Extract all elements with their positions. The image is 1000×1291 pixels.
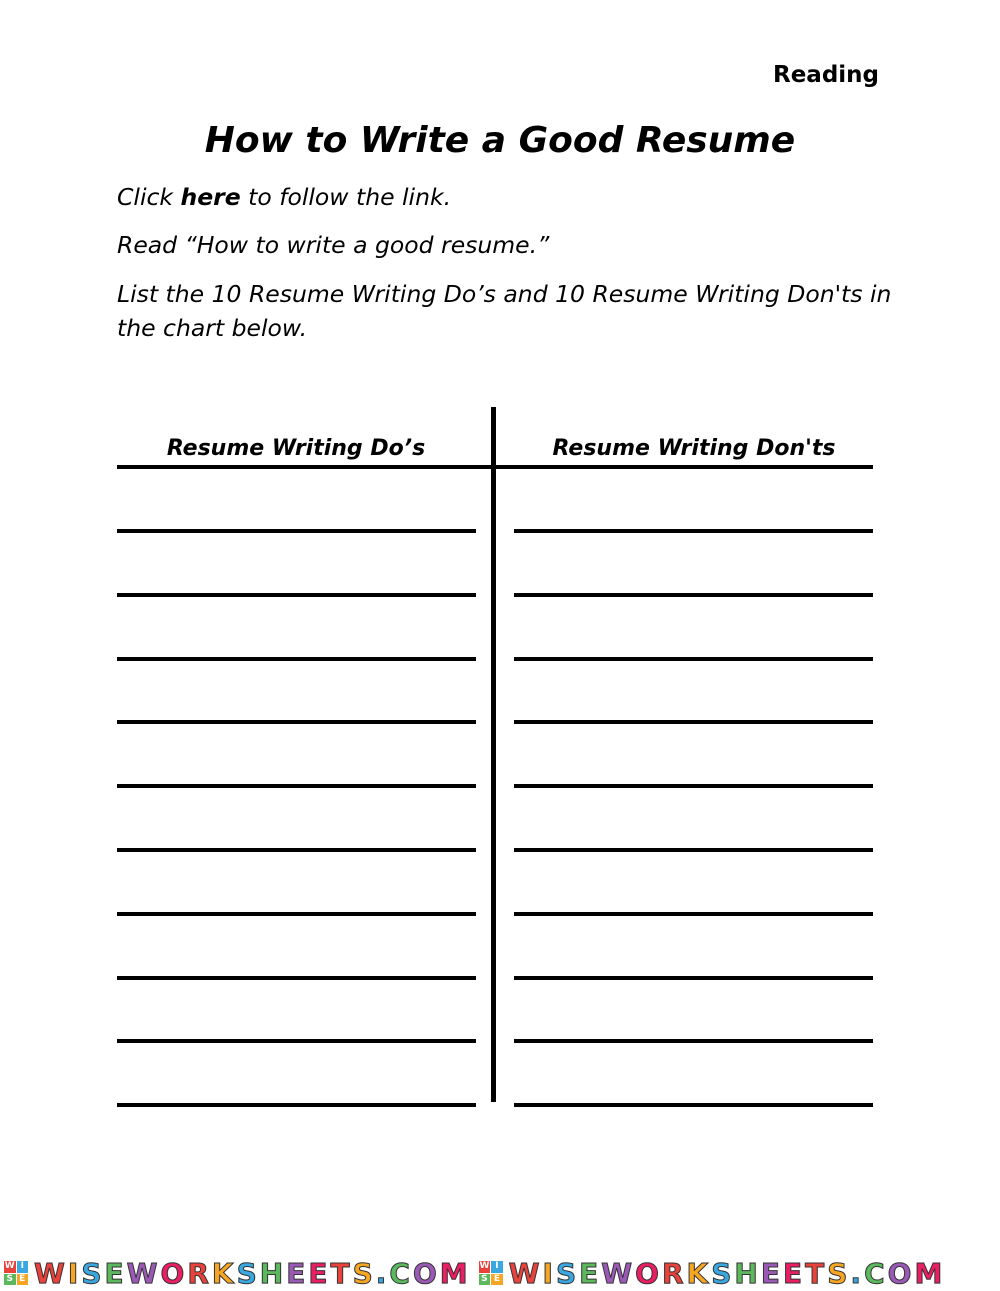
- watermark-text: WISEWORKSHEETS.COM: [34, 1256, 471, 1290]
- logo-cell: I: [17, 1261, 29, 1273]
- donts-answer-line[interactable]: [514, 657, 873, 661]
- instruction-read: Read “How to write a good resume.”: [117, 231, 550, 259]
- watermark: [475, 1257, 946, 1290]
- dos-answer-line[interactable]: [117, 784, 476, 788]
- donts-answer-line[interactable]: [514, 784, 873, 788]
- watermark: [0, 1257, 471, 1290]
- dos-answer-line[interactable]: [117, 976, 476, 980]
- logo-cell: S: [4, 1274, 16, 1286]
- instruction-list: List the 10 Resume Writing Do’s and 10 Resume Writing Don'ts in the chart below.: [117, 280, 892, 342]
- donts-answer-line[interactable]: [514, 720, 873, 724]
- dos-answer-line[interactable]: [117, 912, 476, 916]
- dos-answer-line[interactable]: [117, 1039, 476, 1043]
- donts-answer-line[interactable]: [514, 1103, 873, 1107]
- page-title: How to Write a Good Resume: [204, 120, 796, 161]
- instruction-text-before: Click: [117, 183, 181, 211]
- instruction-link-line: [117, 180, 892, 214]
- chart-divider: [491, 407, 496, 1102]
- watermark-logo-icon: [479, 1261, 503, 1285]
- donts-column-header: Resume Writing Don'ts: [552, 436, 836, 461]
- instruction-text-after: to follow the link.: [240, 183, 452, 211]
- donts-answer-line[interactable]: [514, 848, 873, 852]
- logo-cell: E: [491, 1274, 503, 1286]
- watermark-logo-icon: [4, 1261, 28, 1285]
- donts-answer-line[interactable]: [514, 529, 873, 533]
- dos-answer-line[interactable]: [117, 848, 476, 852]
- donts-answer-line[interactable]: [514, 912, 873, 916]
- donts-answer-line[interactable]: [514, 1039, 873, 1043]
- logo-cell: I: [491, 1261, 503, 1273]
- logo-cell: S: [479, 1274, 491, 1286]
- dos-answer-line[interactable]: [117, 1103, 476, 1107]
- dos-answer-line[interactable]: [117, 720, 476, 724]
- dos-column-header: Resume Writing Do’s: [166, 436, 426, 461]
- dos-answer-line[interactable]: [117, 529, 476, 533]
- dos-answer-line[interactable]: [117, 593, 476, 597]
- watermark-text: WISEWORKSHEETS.COM: [508, 1256, 946, 1290]
- donts-answer-line[interactable]: [514, 593, 873, 597]
- donts-answer-line[interactable]: [514, 976, 873, 980]
- here-link[interactable]: here: [180, 183, 241, 211]
- watermark-footer: [0, 1255, 1000, 1291]
- logo-cell: W: [479, 1261, 490, 1271]
- logo-cell: E: [17, 1274, 29, 1286]
- logo-cell: W: [4, 1261, 15, 1271]
- dos-answer-line[interactable]: [117, 657, 476, 661]
- subject-label: Reading: [772, 62, 879, 88]
